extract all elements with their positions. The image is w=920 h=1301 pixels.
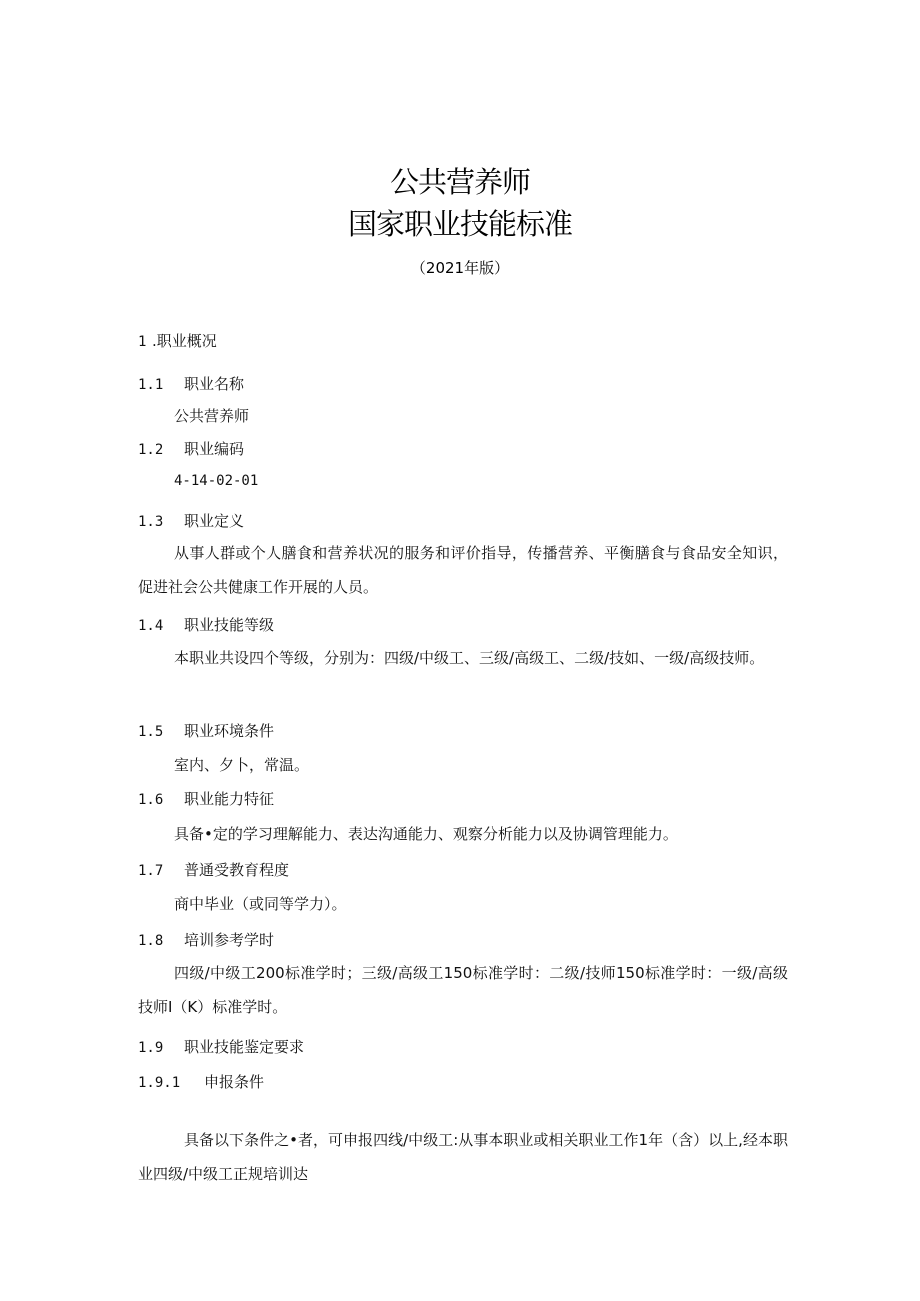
section-1-7-heading <box>138 859 289 880</box>
section-number: 1.4 <box>138 618 164 634</box>
section-1-9-1-heading <box>138 1071 264 1092</box>
section-1-8-heading <box>138 929 274 950</box>
section-number: 1.7 <box>138 863 164 879</box>
section-title: 职业环境条件 <box>184 722 275 740</box>
section-1-9-1-body: 具备以下条件之•者，可申报四线/中级工:从事本职业或相关职业工作1年（含）以上,经本职业四级/中级工正规培训达 <box>138 1131 788 1183</box>
section-number: 1.9 <box>138 1040 164 1056</box>
section-1-3-body: 从事人群或个人膳食和营养状况的服务和评价指导，传播营养、平衡膳食与食品安全知识，促进社会公共健康工作开展的人员。 <box>138 544 788 596</box>
section-title: .职业概况 <box>152 332 217 350</box>
section-number: 1.8 <box>138 933 164 949</box>
section-1-2-heading <box>138 438 244 459</box>
section-1-9-heading <box>138 1036 304 1057</box>
edition-label: （2021年版） <box>410 259 510 277</box>
section-number: 1.9.1 <box>138 1075 181 1091</box>
section-1-2-body: 4-14-02-01 <box>174 473 259 489</box>
section-title: 职业能力特征 <box>184 790 275 808</box>
section-number: 1.2 <box>138 442 164 458</box>
section-title: 职业名称 <box>184 375 245 393</box>
section-1-1-heading <box>138 373 244 394</box>
section-title: 职业技能等级 <box>184 616 275 634</box>
section-number: 1 <box>138 334 147 350</box>
section-1-5-heading <box>138 720 274 741</box>
section-title: 职业技能鉴定要求 <box>184 1038 305 1056</box>
section-1-7-body: 商中毕业（或同等学力）。 <box>174 895 347 913</box>
section-title: 普通受教育程度 <box>184 861 290 879</box>
section-1-5-body: 室内、夕卜，常温。 <box>174 756 310 774</box>
section-1-6-heading <box>138 788 274 809</box>
section-1-6-body: 具备•定的学习理解能力、表达沟通能力、观察分析能力以及协调管理能力。 <box>174 825 678 843</box>
section-number: 1.1 <box>138 377 164 393</box>
section-1-3-heading <box>138 510 244 531</box>
document-title-line1: 公共营养师 <box>389 165 530 199</box>
section-number: 1.3 <box>138 514 164 530</box>
document-title-line2: 国家职业技能标准 <box>347 207 572 241</box>
section-1-heading <box>138 330 217 351</box>
section-1-8-body: 四级/中级工200标准学时；三级/高级工150标准学时：二级/技师150标准学时：一级/高级技师I（K）标准学时。 <box>138 964 788 1016</box>
section-title: 申报条件 <box>204 1073 265 1091</box>
section-1-1-body: 公共营养师 <box>174 407 250 425</box>
section-title: 培训参考学时 <box>184 931 275 949</box>
section-1-4-heading <box>138 614 274 635</box>
section-1-4-body: 本职业共设四个等级，分别为：四级/中级工、三级/高级工、二级/技如、一级/高级技师。 <box>174 649 765 667</box>
section-number: 1.6 <box>138 792 164 808</box>
section-title: 职业定义 <box>184 512 245 530</box>
section-title: 职业编码 <box>184 440 245 458</box>
section-number: 1.5 <box>138 724 164 740</box>
